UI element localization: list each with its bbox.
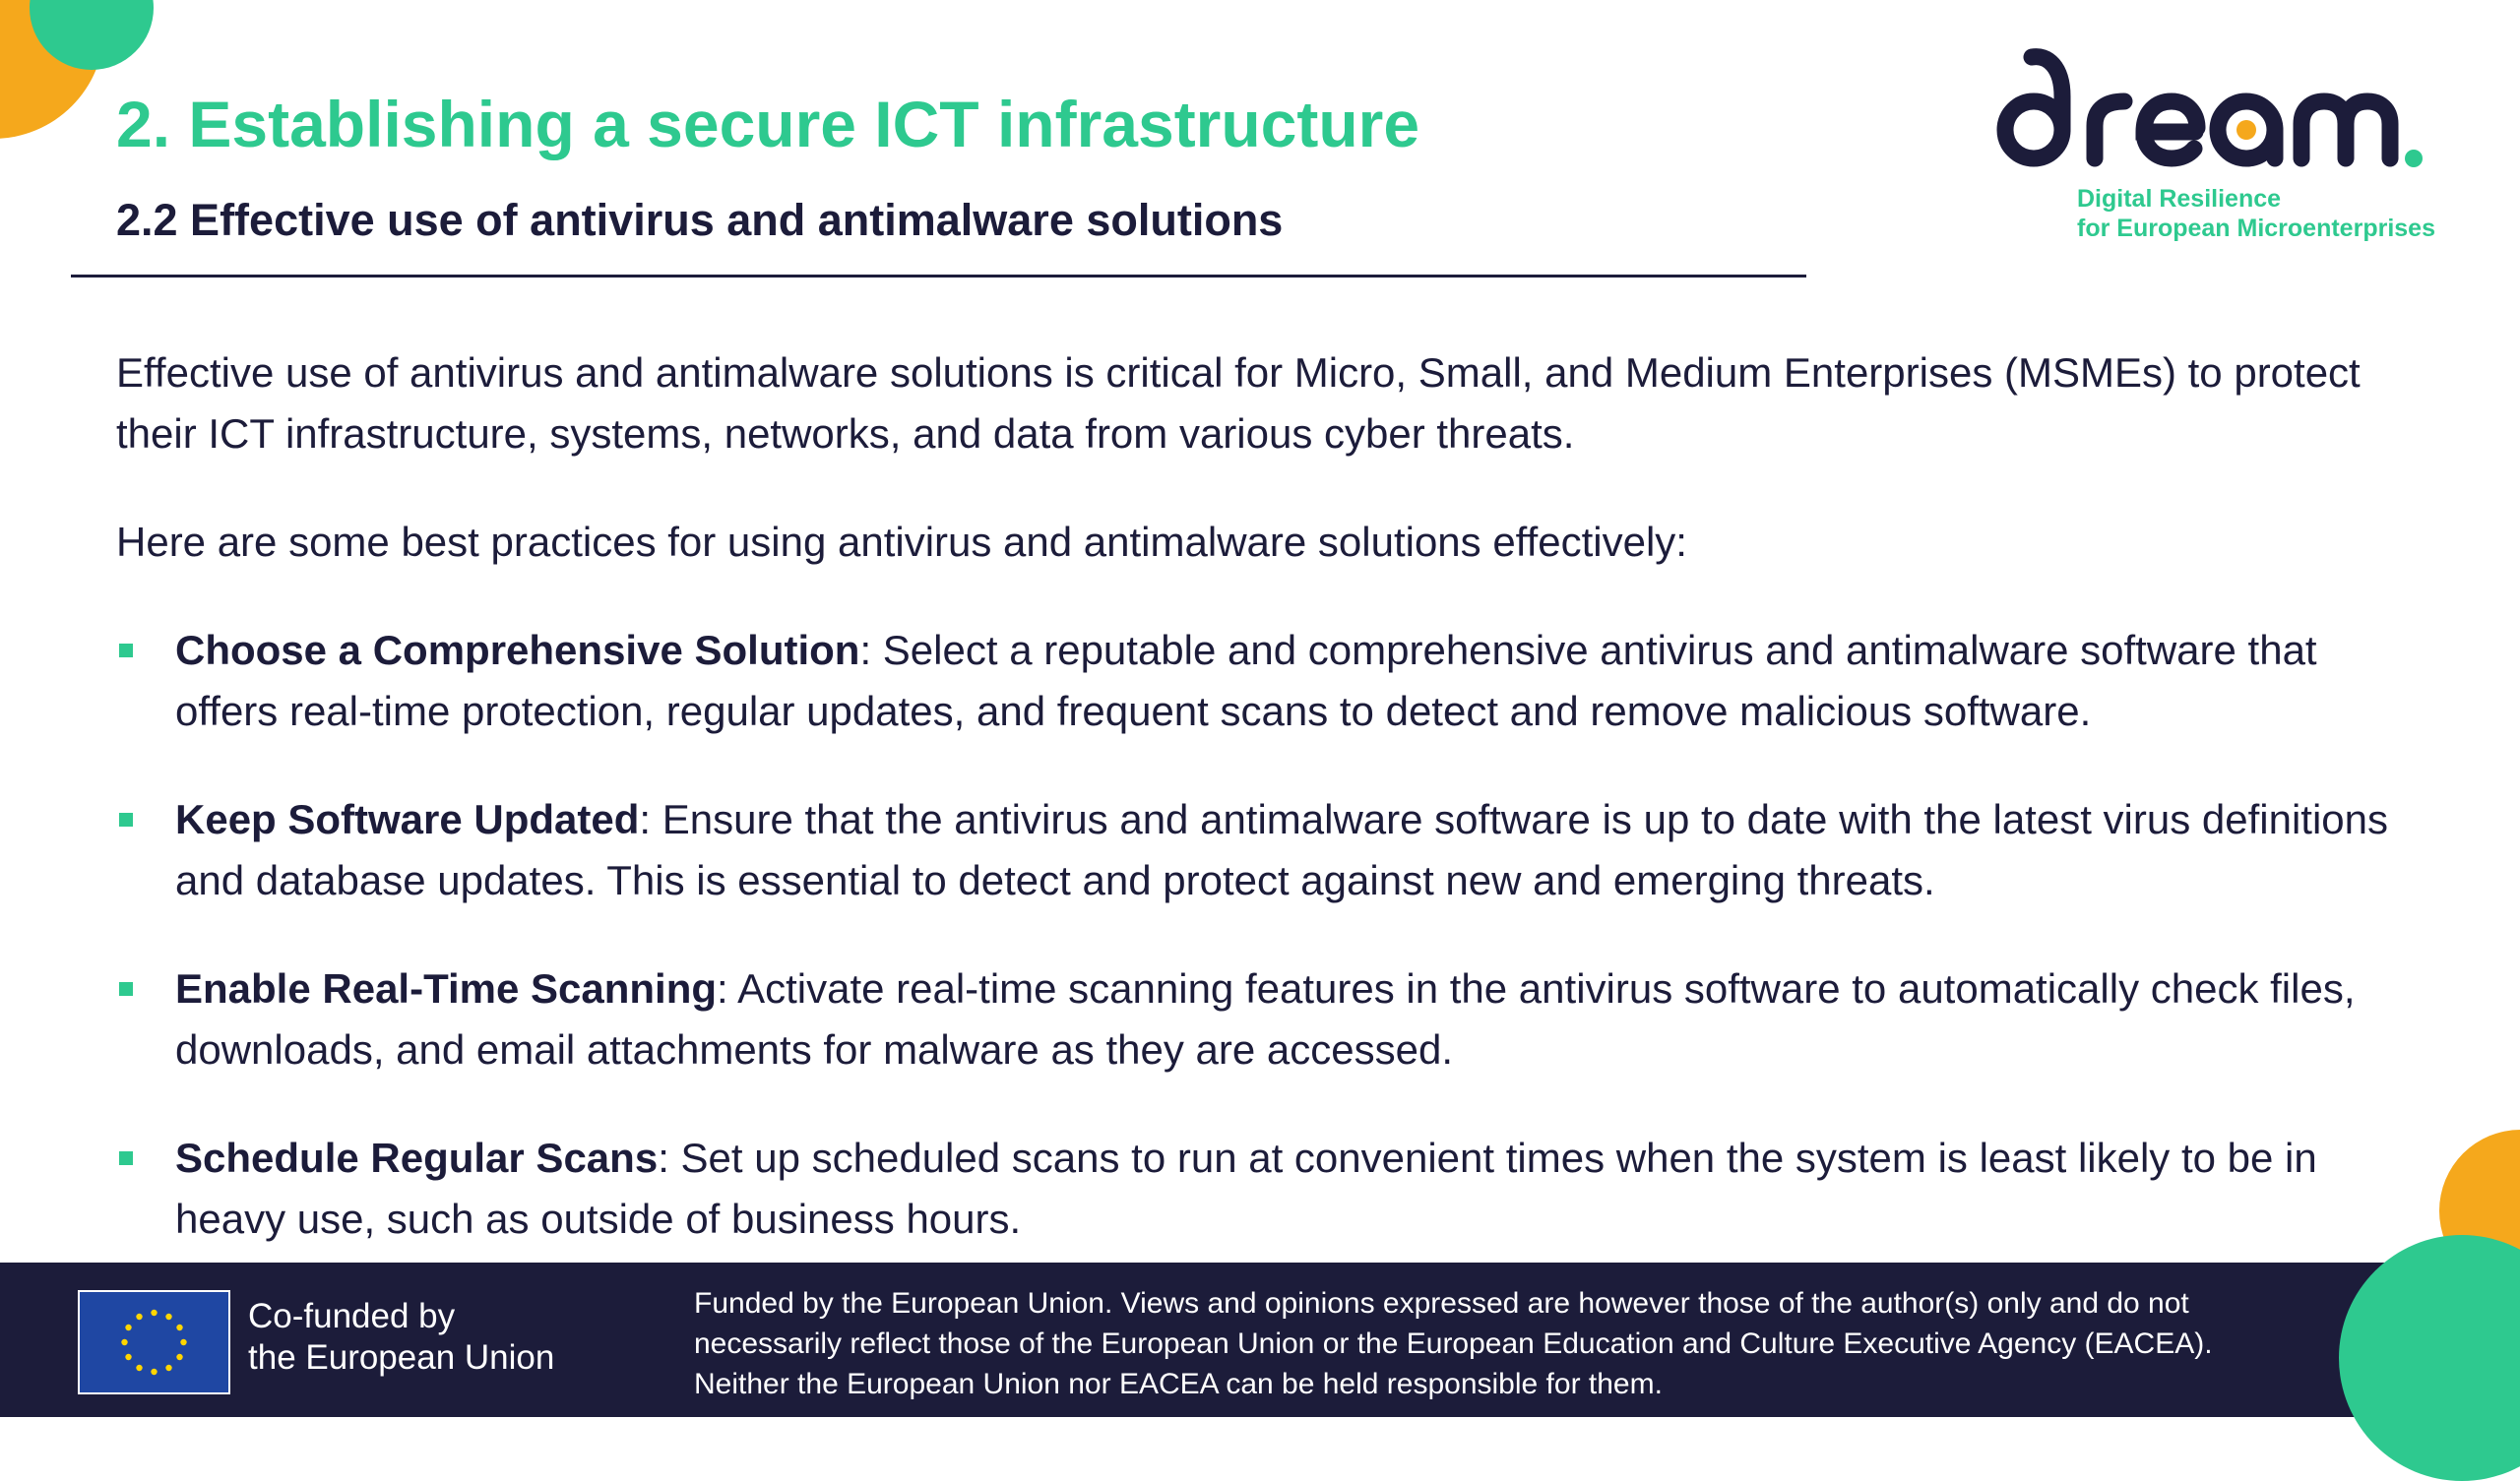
list-item-text: : Ensure that the antivirus and antimalware software is up to date with the latest virus definitions and database updates. This is essential to detect and protect against new and emerging threats.	[175, 796, 2389, 903]
square-bullet-icon	[119, 1151, 133, 1165]
logo-tagline-line1: Digital Resilience	[2077, 185, 2282, 213]
list-item-title: Keep Software Updated	[175, 796, 640, 842]
square-bullet-icon	[119, 982, 133, 996]
funding-disclaimer	[694, 1283, 2308, 1404]
disclaimer-line: Funded by the European Union. Views and opinions expressed are however those of the author(s) only and do not	[694, 1287, 2189, 1320]
intro-paragraph: Effective use of antivirus and antimalware solutions is critical for Micro, Small, and Medium Enterprises (MSMEs) to protect their ICT infrastructure, systems, networks, and data from various cyber threats.	[116, 349, 2361, 457]
eu-cofunded-label	[248, 1296, 554, 1379]
best-practices-list	[116, 620, 2400, 1250]
list-item	[116, 620, 2400, 742]
header-divider	[71, 275, 1806, 278]
slide-body	[116, 342, 2400, 1297]
footer-bar	[0, 1263, 2520, 1417]
eu-label-line2: the European Union	[248, 1338, 555, 1377]
list-item	[116, 958, 2400, 1080]
list-item-text: : Set up scheduled scans to run at convenient times when the system is least likely to be in heavy use, such as outside of business hours.	[175, 1135, 2317, 1242]
square-bullet-icon	[119, 644, 133, 657]
disclaimer-line: necessarily reflect those of the European Union or the European Education and Culture Executive Agency (EACEA).	[694, 1327, 2213, 1360]
dream-wordmark-icon	[1988, 39, 2431, 182]
lead-paragraph: Here are some best practices for using antivirus and antimalware solutions effectively:	[116, 519, 1687, 565]
list-item	[116, 1128, 2400, 1250]
eu-flag-icon	[78, 1290, 230, 1394]
slide-subtitle: 2.2 Effective use of antivirus and antimalware solutions	[116, 195, 1284, 245]
slide-title: 2. Establishing a secure ICT infrastructure	[116, 88, 1420, 160]
disclaimer-line: Neither the European Union nor EACEA can be held responsible for them.	[694, 1368, 1663, 1400]
logo-tagline-line2: for European Microenterprises	[2077, 215, 2435, 242]
list-item-text: : Activate real-time scanning features in the antivirus software to automatically check files, downloads, and email attachments for malware as they are accessed.	[175, 965, 2356, 1073]
list-item-title: Choose a Comprehensive Solution	[175, 627, 860, 673]
eu-stars-icon	[80, 1292, 228, 1392]
list-item-text: : Select a reputable and comprehensive antivirus and antimalware software that offers real-time protection, regular updates, and frequent scans to detect and remove malicious software.	[175, 627, 2317, 734]
dream-logo	[1988, 39, 2435, 246]
list-item-title: Enable Real-Time Scanning	[175, 965, 718, 1012]
eu-label-line1: Co-funded by	[248, 1297, 456, 1335]
list-item	[116, 789, 2400, 911]
list-item-title: Schedule Regular Scans	[175, 1135, 659, 1181]
square-bullet-icon	[119, 813, 133, 827]
